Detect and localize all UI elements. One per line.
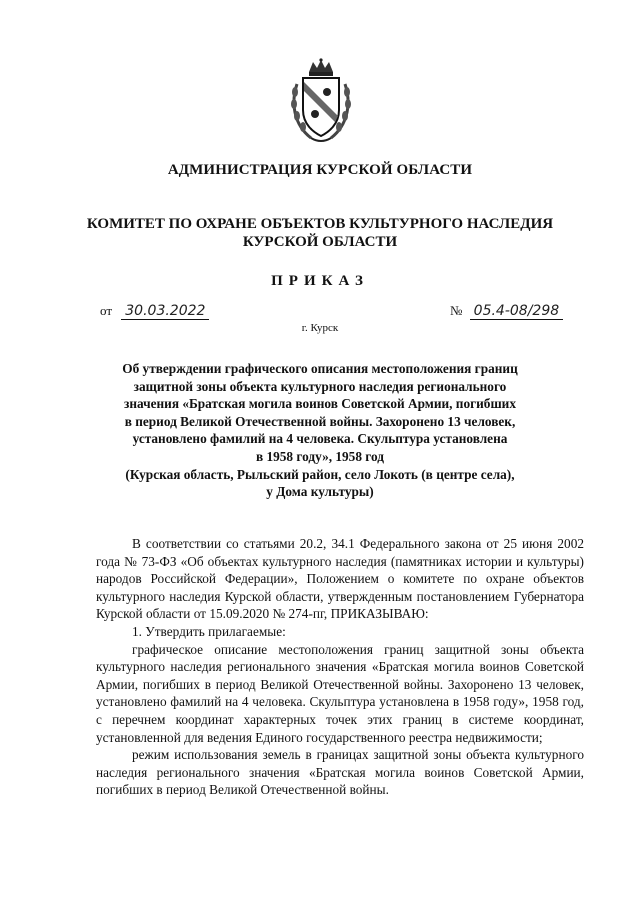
committee-line: КУРСКОЙ ОБЛАСТИ (242, 234, 398, 250)
order-body (96, 535, 584, 799)
body-paragraph: 1. Утвердить прилагаемые: (132, 623, 286, 639)
subject-line: защитной зоны объекта культурного наследия регионального (133, 378, 507, 394)
organization-name: АДМИНИСТРАЦИЯ КУРСКОЙ ОБЛАСТИ (167, 162, 473, 178)
body-paragraph: графическое описание местоположения границ защитной зоны объекта культурного наследия регионального значения «Братская могила воинов Советской Армии, погибших в период Великой Отечественной войны. Захоронено 13 человек, установлено фамилий на 4 человека. Скульптура установлена в 1958 году», 1958 год, с перечнем координат характерных точек этих границ в системе координат, установленной для ведения Единого государственного реестра недвижимости; (96, 641, 584, 745)
committee-line: КОМИТЕТ ПО ОХРАНЕ ОБЪЕКТОВ КУЛЬТУРНОГО НАСЛЕДИЯ (86, 216, 554, 232)
date-value: 30.03.2022 (121, 304, 209, 320)
issue-city: г. Курск (301, 322, 339, 334)
subject-line: Об утверждении графического описания местоположения границ (122, 361, 518, 376)
subject-line: у Дома культуры) (266, 484, 374, 500)
subject-line: в 1958 году», 1958 год (255, 448, 384, 464)
subject-line: (Курская область, Рыльский район, село Локоть (в центре села), (125, 466, 515, 482)
subject-line: установлено фамилий на 4 человека. Скульптура установлена (132, 431, 508, 447)
order-number (450, 303, 563, 320)
subject-line: в период Великой Отечественной войны. Захоронено 13 человек, (124, 413, 516, 429)
date-label: от (100, 303, 113, 318)
subject-line: значения «Братская могила воинов Советской Армии, погибших (123, 396, 516, 412)
number-value: 05.4-08/298 (470, 304, 563, 320)
number-label: № (450, 303, 463, 318)
committee-name (60, 215, 580, 251)
order-subject (95, 360, 545, 501)
body-paragraph: режим использования земель в границах защитной зоны объекта культурного наследия регионального значения «Братская могила воинов Советской Армии, погибших в период Великой Отечественной войны. (96, 747, 584, 798)
coat-of-arms-icon (289, 58, 353, 144)
order-date (100, 303, 209, 320)
document-type: ПРИКАЗ (271, 273, 369, 289)
body-paragraph: В соответствии со статьями 20.2, 34.1 Федерального закона от 25 июня 2002 года № 73-ФЗ «Об объектах культурного наследия (памятниках истории и культуры) народов Российской Федерации», Положением о комитете по охране объектов культурного наследия Курской области, утвержденным постановлением Губернатора Курской области от 15.09.2020 № 274-пг, ПРИКАЗЫВАЮ: (96, 536, 584, 622)
